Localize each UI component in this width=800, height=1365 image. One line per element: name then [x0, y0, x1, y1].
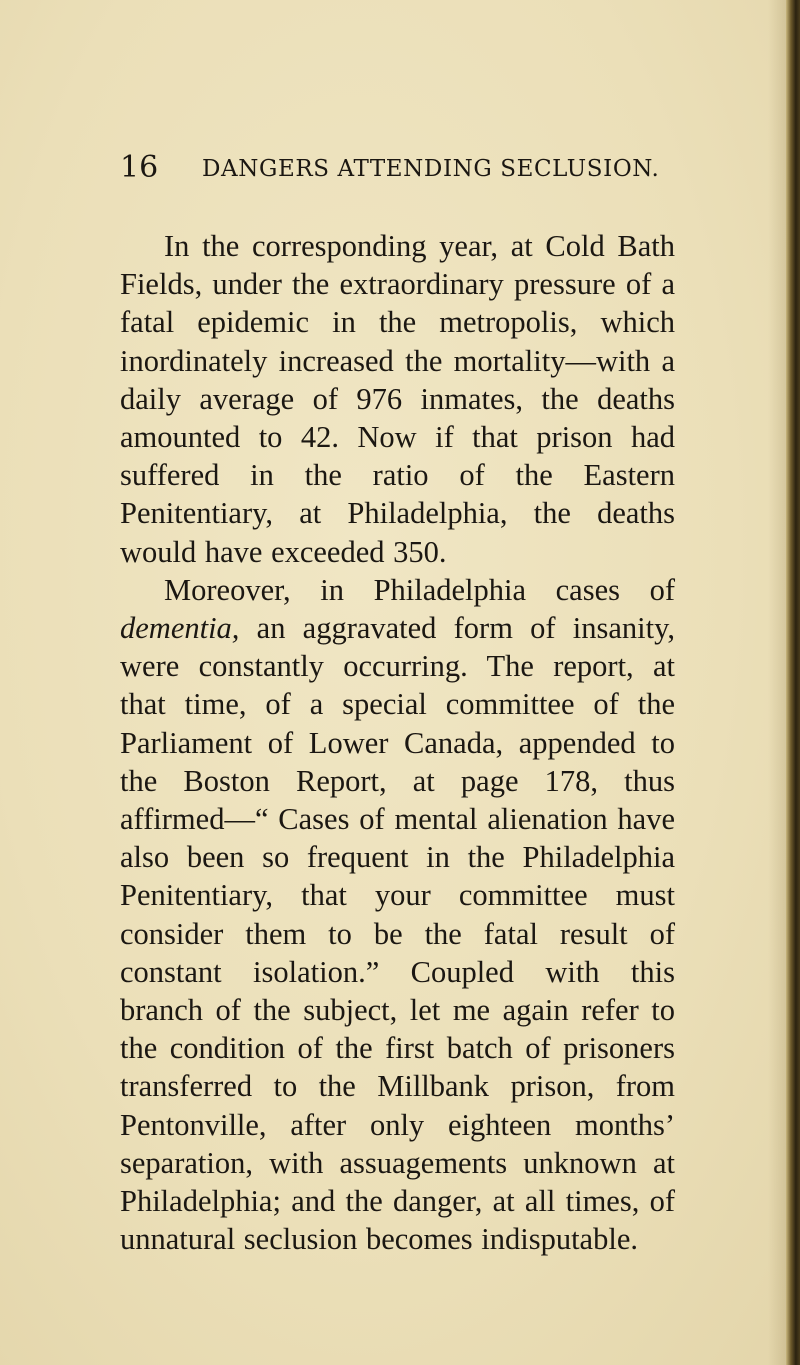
page-number: 16 — [120, 150, 159, 185]
paragraph-2-text-before: Moreover, in Philadelphia cases of — [164, 572, 675, 607]
paragraph-2 — [120, 571, 675, 1259]
paragraph-2-text-after: an aggravated form of insanity, were constantly occurring. The report, at that time, of a special committee of the Parliament of Lower Canada, appended to the Boston Report, at page 178, thus affirmed—“ Cases of mental alienation have also been so frequent in the Philadelphia Penitentiary, that your committee must consider them to be the fatal result of constant isolation.” Coupled with this branch of the subject, let me again refer to the condition of the first batch of prisoners transferred to the Millbank prison, from Pentonville, after only eighteen months’ separation, with assuagements unknown at Philadelphia; and the danger, at all times, of unnatural seclusion becomes indisputable. — [120, 611, 675, 1257]
running-head — [120, 148, 680, 188]
page-edge-shadow — [768, 0, 786, 1365]
paragraph-1: In the corresponding year, at Cold Bath Fields, under the extraordinary pressure of a fatal epidemic in the metropolis, which inordinately increased the mortality—with a daily average of 976 inmates, the deaths amounted to 42. Now if that prison had suffered in the ratio of the Eastern Penitentiary, at Philadelphia, the deaths would have exceeded 350. — [120, 229, 675, 569]
page-edge — [786, 0, 800, 1365]
body-text — [120, 227, 675, 1258]
running-head-title: DANGERS ATTENDING SECLUSION. — [202, 156, 660, 182]
paragraph-2-emphasis: dementia, — [120, 611, 240, 646]
